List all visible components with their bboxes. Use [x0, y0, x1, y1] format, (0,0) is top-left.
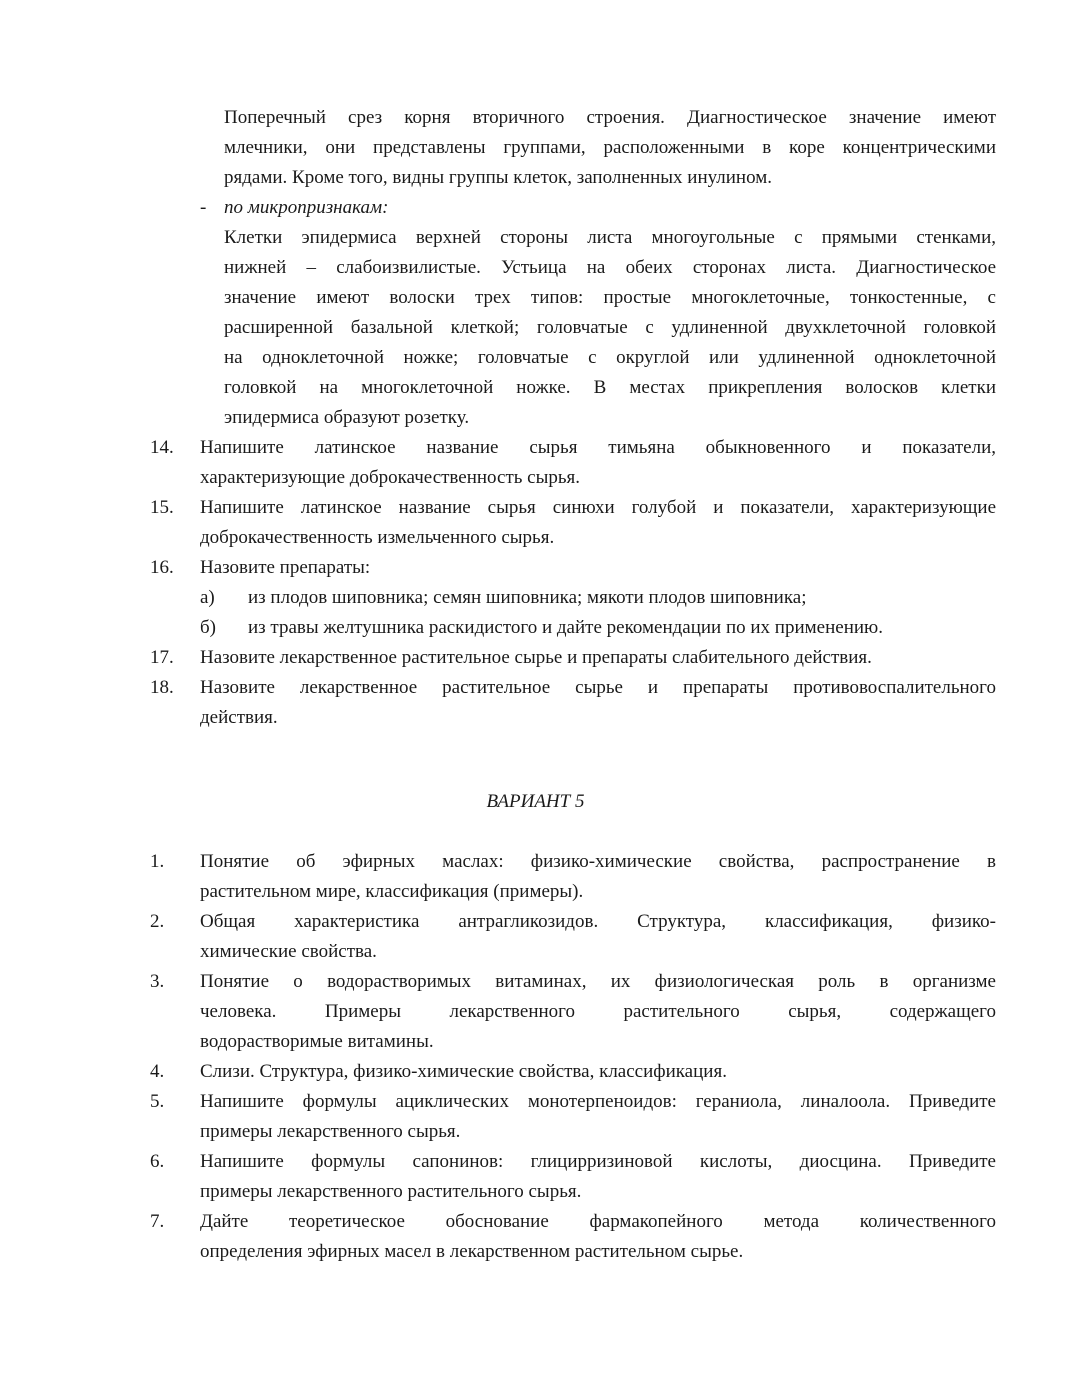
micro-line: расширенной базальной клеткой; головчатые с удлиненной двухклеточной головкой	[224, 317, 996, 338]
question-text: Напишите латинское название сырья тимьяна обыкновенного и показатели,	[200, 437, 996, 458]
question-number: 18.	[150, 677, 174, 698]
question-text: Общая характеристика антрагликозидов. Структура, классификация, физико-	[200, 911, 996, 932]
question-number: 5.	[150, 1091, 165, 1112]
question-number: 2.	[150, 911, 165, 932]
micro-line: на одноклеточной ножке; головчатые с округлой или удлиненной одноклеточной	[224, 347, 996, 368]
question-text: примеры лекарственного растительного сырья.	[200, 1181, 582, 1202]
variant-heading: ВАРИАНТ 5	[486, 791, 585, 812]
question-number: 14.	[150, 437, 174, 458]
micro-label: по микропризнакам:	[224, 197, 389, 218]
micro-line: нижней – слабоизвилистые. Устьица на обеих сторонах листа. Диагностическое	[224, 257, 996, 278]
question-text: Понятие об эфирных маслах: физико-химические свойства, распространение в	[200, 851, 996, 872]
question-number: 17.	[150, 647, 174, 668]
question-text: растительном мире, классификация (примеры).	[200, 881, 584, 902]
question-text: доброкачественность измельченного сырья.	[200, 527, 555, 548]
question-text: химические свойства.	[200, 941, 377, 962]
question-text: Напишите формулы сапонинов: глицирризиновой кислоты, диосцина. Приведите	[200, 1151, 996, 1172]
micro-line: значение имеют волоски трех типов: простые многоклеточные, тонкостенные, с	[224, 287, 996, 308]
sub-item-text: из травы желтушника раскидистого и дайте рекомендации по их применению.	[248, 617, 883, 638]
question-text: водорастворимые витамины.	[200, 1031, 434, 1052]
intro-line: млечники, они представлены группами, расположенными в коре концентрическими	[224, 137, 996, 158]
intro-line: Поперечный срез корня вторичного строения. Диагностическое значение имеют	[224, 107, 996, 128]
sub-item-label: б)	[200, 617, 216, 638]
micro-line: эпидермиса образуют розетку.	[224, 407, 470, 428]
question-number: 7.	[150, 1211, 165, 1232]
question-number: 6.	[150, 1151, 165, 1172]
micro-line: головкой на многоклеточной ножке. В местах прикрепления волосков клетки	[224, 377, 996, 398]
question-text: Назовите лекарственное растительное сырье и препараты противовоспалительного	[200, 677, 996, 698]
question-text: определения эфирных масел в лекарственном растительном сырье.	[200, 1241, 744, 1262]
question-text: характеризующие доброкачественность сырья.	[200, 467, 581, 488]
question-number: 15.	[150, 497, 174, 518]
micro-line: Клетки эпидермиса верхней стороны листа многоугольные с прямыми стенками,	[224, 227, 996, 248]
question-text: Назовите лекарственное растительное сырье и препараты слабительного действия.	[200, 647, 872, 668]
question-text: Понятие о водорастворимых витаминах, их физиологическая роль в организме	[200, 971, 996, 992]
question-text: действия.	[200, 707, 278, 728]
intro-line: рядами. Кроме того, видны группы клеток, заполненных инулином.	[224, 167, 773, 188]
question-number: 4.	[150, 1061, 165, 1082]
question-number: 16.	[150, 557, 174, 578]
question-text: Напишите латинское название сырья синюхи голубой и показатели, характеризующие	[200, 497, 996, 518]
sub-item-label: а)	[200, 587, 215, 608]
bullet-dash: -	[200, 197, 207, 218]
question-text: Напишите формулы ациклических монотерпеноидов: гераниола, линалоола. Приведите	[200, 1091, 996, 1112]
sub-item-text: из плодов шиповника; семян шиповника; мякоти плодов шиповника;	[248, 587, 807, 608]
question-text: человека. Примеры лекарственного растительного сырья, содержащего	[200, 1001, 996, 1022]
question-text: Слизи. Структура, физико-химические свойства, классификация.	[200, 1061, 727, 1082]
question-number: 3.	[150, 971, 165, 992]
question-text: примеры лекарственного сырья.	[200, 1121, 461, 1142]
question-number: 1.	[150, 851, 165, 872]
question-text: Дайте теоретическое обоснование фармакопейного метода количественного	[200, 1211, 996, 1232]
question-text: Назовите препараты:	[200, 557, 371, 578]
